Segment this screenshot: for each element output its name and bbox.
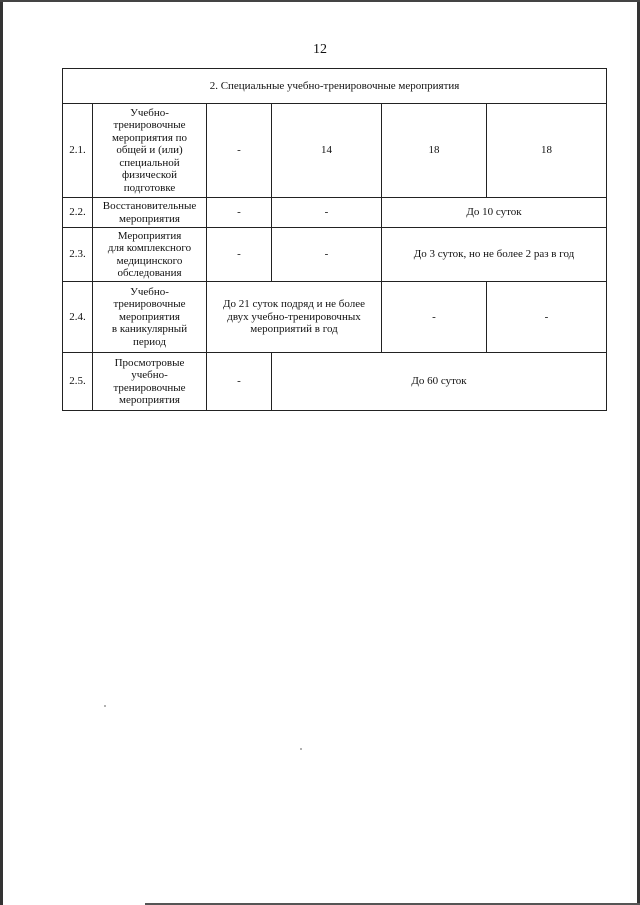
event-name-line: физической: [122, 169, 177, 182]
event-name-line: Просмотровые: [114, 356, 185, 369]
event-name-line: для комплексного: [107, 242, 192, 254]
value-cell: -: [207, 353, 272, 411]
event-name: [93, 353, 207, 411]
event-name-line: специальной: [119, 156, 180, 169]
value-cell: До 60 суток: [272, 353, 607, 411]
event-name: [93, 228, 207, 282]
table-row: [63, 282, 607, 353]
event-name: [93, 198, 207, 228]
event-name-line: общей и (или): [116, 144, 183, 157]
event-name-line: Учебно-: [130, 285, 169, 298]
event-name-line: тренировочные: [113, 298, 186, 311]
event-name-line: учебно-: [131, 369, 168, 381]
scan-border-top: [0, 0, 640, 2]
event-name-line: тренировочные: [113, 119, 186, 132]
event-name-line: мероприятия по: [111, 131, 188, 144]
value-cell: -: [272, 198, 382, 228]
value-cell: -: [487, 282, 607, 353]
event-name-line: Учебно-: [130, 106, 169, 119]
value-cell: До 3 суток, но не более 2 раз в год: [382, 228, 607, 282]
value-cell: -: [207, 228, 272, 282]
value-cell: -: [382, 282, 487, 353]
table-row: [63, 104, 607, 198]
event-name-line: медицинского: [116, 254, 183, 267]
event-name-line: в каникулярный: [111, 323, 188, 336]
value-cell: 14: [272, 104, 382, 198]
table-row: [63, 353, 607, 411]
row-number: 2.2.: [63, 198, 93, 228]
event-name-line: мероприятия: [119, 394, 180, 406]
row-number: 2.3.: [63, 228, 93, 282]
value-cell: -: [207, 104, 272, 198]
event-name: [93, 104, 207, 198]
event-name-line: период: [133, 335, 166, 348]
event-name-line: Мероприятия: [117, 229, 182, 242]
value-cell: -: [272, 228, 382, 282]
training-events-table: [62, 68, 607, 411]
event-name-line: мероприятия: [119, 310, 180, 323]
event-name-line: подготовке: [123, 181, 176, 194]
value-cell: До 21 суток подряд и не более двух учебно-тренировочных мероприятий в год: [207, 282, 382, 353]
value-cell: -: [207, 198, 272, 228]
section-header-row: [63, 69, 607, 104]
event-name-line: мероприятия: [119, 212, 180, 225]
section-title: 2. Специальные учебно-тренировочные мероприятия: [63, 69, 607, 104]
table-row: [63, 228, 607, 282]
row-number: 2.5.: [63, 353, 93, 411]
value-cell: 18: [382, 104, 487, 198]
scan-speck: [300, 748, 302, 750]
event-name: [93, 282, 207, 353]
scan-speck: [104, 705, 106, 707]
event-name-line: тренировочные: [113, 381, 186, 394]
page-number: 12: [313, 42, 327, 57]
value-cell: До 10 суток: [382, 198, 607, 228]
scan-border-left: [0, 0, 3, 905]
event-name-line: обследования: [117, 267, 182, 279]
row-number: 2.1.: [63, 104, 93, 198]
event-name-line: Восстановительные: [102, 200, 197, 212]
table-row: [63, 198, 607, 228]
row-number: 2.4.: [63, 282, 93, 353]
value-cell: 18: [487, 104, 607, 198]
